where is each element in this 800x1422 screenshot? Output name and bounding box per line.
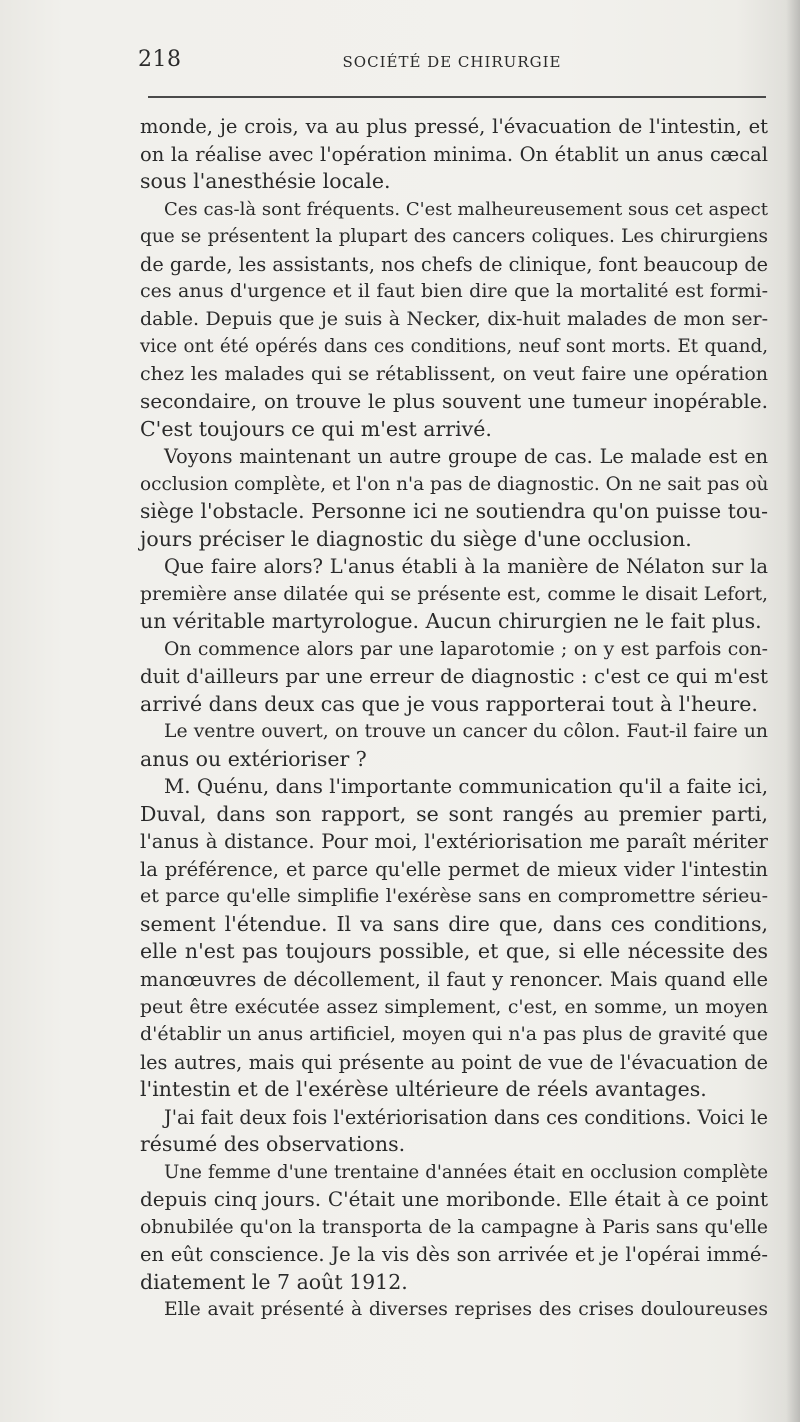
- text-line: M. Quénu, dans l'importante communication qu'il a faite ici,: [164, 775, 768, 799]
- running-title: SOCIÉTÉ DE CHIRURGIE: [342, 53, 562, 71]
- text-line: un véritable martyrologue. Aucun chirurgien ne le fait plus.: [140, 609, 762, 634]
- text-line: résumé des observations.: [140, 1132, 406, 1157]
- page-header: [138, 47, 766, 87]
- page-number: 218: [138, 47, 182, 72]
- text-line: occlusion complète, et l'on n'a pas de diagnostic. On ne sait pas où: [140, 473, 769, 495]
- text-line: première anse dilatée qui se présente est, comme le disait Lefort,: [140, 583, 768, 605]
- text-line: l'anus à distance. Pour moi, l'extériorisation me paraît mériter: [140, 830, 768, 854]
- text-line: Le ventre ouvert, on trouve un cancer du côlon. Faut-il faire un: [164, 721, 768, 743]
- text-line: duit d'ailleurs par une erreur de diagnostic : c'est ce qui m'est: [140, 665, 768, 689]
- text-line: d'établir un anus artificiel, moyen qui n'a pas plus de gravité que: [140, 1023, 769, 1046]
- text-line: de garde, les assistants, nos chefs de clinique, font beaucoup de: [140, 252, 769, 276]
- text-line: peut être exécutée assez simplement, c'est, en somme, un moyen: [140, 996, 768, 1018]
- text-line: ces anus d'urgence et il faut bien dire que la mortalité est formi-: [140, 280, 768, 303]
- text-line: arrivé dans deux cas que je vous rapporterai tout à l'heure.: [140, 691, 758, 716]
- text-line: Voyons maintenant un autre groupe de cas. Le malade est en: [164, 445, 768, 469]
- text-line: Ces cas-là sont fréquents. C'est malheureusement sous cet aspect: [164, 198, 768, 220]
- text-line: Que faire alors? L'anus établi à la manière de Nélaton sur la: [164, 555, 768, 579]
- text-line: sement l'étendue. Il va sans dire que, dans ces conditions,: [140, 911, 768, 936]
- text-line: la préférence, et parce qu'elle permet de mieux vider l'intestin: [140, 857, 768, 881]
- text-line: jours préciser le diagnostic du siège d'une occlusion.: [140, 526, 692, 551]
- text-line: Elle avait présenté à diverses reprises des crises douloureuses: [164, 1299, 768, 1321]
- text-line: C'est toujours ce qui m'est arrivé.: [140, 416, 492, 441]
- text-line: monde, je crois, va au plus pressé, l'évacuation de l'intestin, et: [140, 115, 768, 138]
- text-line: elle n'est pas toujours possible, et que, si elle nécessite des: [140, 939, 768, 964]
- text-line: J'ai fait deux fois l'extériorisation dans ces conditions. Voici le: [164, 1105, 768, 1129]
- text-line: dable. Depuis que je suis à Necker, dix-huit malades de mon ser-: [140, 307, 768, 330]
- text-line: on la réalise avec l'opération minima. On établit un anus cæcal: [140, 142, 768, 166]
- text-line: anus ou extérioriser ?: [140, 746, 367, 771]
- text-line: obnubilée qu'on la transporta de la campagne à Paris sans qu'elle: [140, 1216, 768, 1238]
- page-edge-shadow: [786, 0, 800, 1422]
- text-line: Duval, dans son rapport, se sont rangés au premier parti,: [140, 801, 768, 826]
- text-line: diatement le 7 août 1912.: [140, 1269, 408, 1294]
- header-rule: [148, 96, 766, 98]
- text-line: secondaire, on trouve le plus souvent une tumeur inopérable.: [140, 389, 768, 414]
- text-line: sous l'anesthésie locale.: [140, 169, 391, 194]
- text-line: les autres, mais qui présente au point de vue de l'évacuation de: [140, 1050, 768, 1074]
- text-line: vice ont été opérés dans ces conditions, neuf sont morts. Et quand,: [140, 336, 768, 358]
- text-line: que se présentent la plupart des cancers coliques. Les chirurgiens: [140, 226, 768, 248]
- text-line: l'intestin et de l'exérèse ultérieure de réels avantages.: [140, 1077, 707, 1102]
- body-text: [140, 113, 768, 1324]
- text-line: en eût conscience. Je la vis dès son arrivée et je l'opérai immé-: [140, 1243, 768, 1267]
- text-line: depuis cinq jours. C'était une moribonde. Elle était à ce point: [140, 1187, 768, 1212]
- text-line: Une femme d'une trentaine d'années était en occlusion complète: [164, 1161, 768, 1183]
- text-line: et parce qu'elle simplifie l'exérèse sans en compromettre sérieu-: [140, 885, 768, 908]
- text-line: manœuvres de décollement, il faut y renoncer. Mais quand elle: [140, 967, 768, 991]
- text-line: chez les malades qui se rétablissent, on veut faire une opération: [140, 362, 768, 385]
- text-line: On commence alors par une laparotomie ; on y est parfois con-: [164, 638, 768, 660]
- text-line: siège l'obstacle. Personne ici ne soutiendra qu'on puisse tou-: [140, 499, 768, 524]
